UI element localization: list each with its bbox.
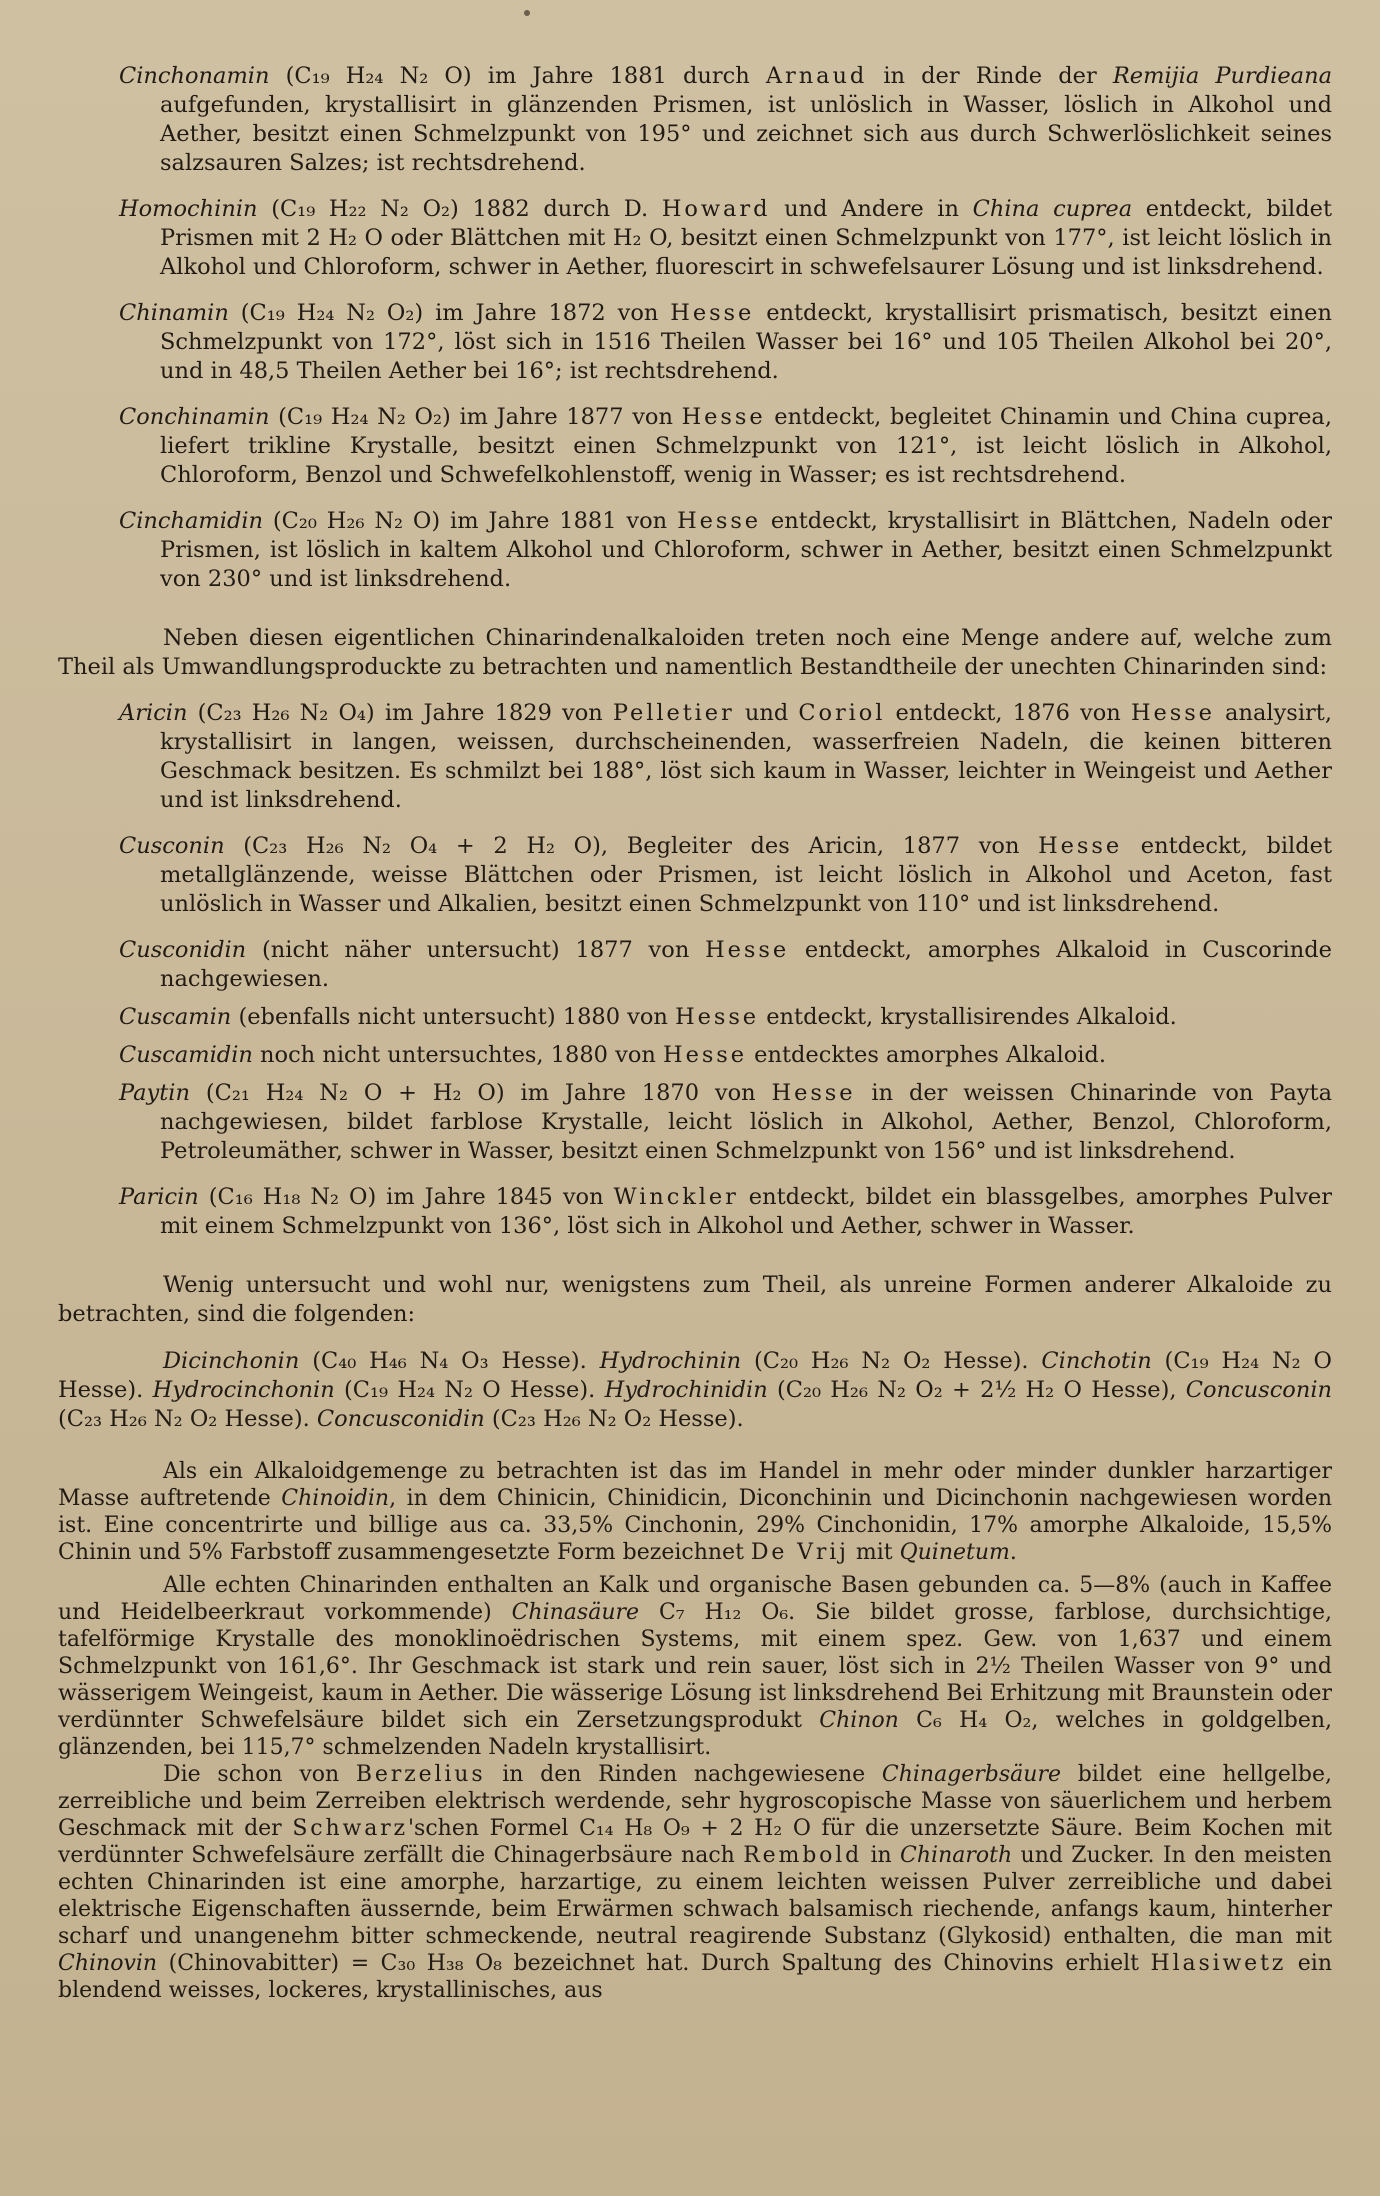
alkaloid-name: Cuscamin: [119, 1004, 232, 1030]
person-name: Berzelius: [355, 1762, 486, 1787]
entry-text: und: [734, 700, 799, 726]
paragraph-text: Die schon von: [163, 1762, 356, 1787]
person-name: Hesse: [681, 404, 766, 430]
person-name: Hesse: [670, 300, 755, 326]
entry-text: entdecktes amorphes Alkaloid.: [747, 1042, 1106, 1068]
substance-name: Chinon: [819, 1708, 899, 1733]
entry-text: entdeckt, begleitet Chinamin und China cuprea, liefert trikline Krystalle, besitzt einen Schmelzpunkt von 121°, ist leicht löslich in Alkohol, Chloroform, Benzol und Schwefelkohlenstoff, wenig in Wasser; es ist rechtsdrehend.: [160, 404, 1332, 488]
alkaloid-name: Cuscamidin: [119, 1042, 253, 1068]
formula: (C₂₃ H₂₆ N₂ O₂ Hesse).: [58, 1406, 317, 1432]
substance-name: Chinasäure: [511, 1600, 640, 1625]
person-name: Arnaud: [765, 63, 868, 89]
entry-text: im Jahre 1872 von: [423, 300, 671, 326]
entry-aricin: [58, 699, 1332, 815]
alkaloid-name: Paytin: [119, 1080, 190, 1106]
alkaloid-name: Conchinamin: [119, 404, 270, 430]
person-name: Pelletier: [612, 700, 735, 726]
alkaloid-name: Hydrocinchonin: [152, 1377, 335, 1403]
entry-text: im Jahre 1881 von: [440, 508, 678, 534]
minor-alkaloid-list: [58, 1347, 1332, 1434]
species-name: China cuprea: [972, 196, 1133, 222]
person-name: Hlasiwetz: [1150, 1951, 1287, 1976]
alkaloid-name: Paricin: [119, 1184, 199, 1210]
entry-text: entdeckt, krystallisirt in Blättchen, Nadeln oder Prismen, ist löslich in kaltem Alkohol und Chloroform, schwer in Aether, besitzt einen Schmelzpunkt von 230° und ist linksdrehend.: [160, 508, 1332, 592]
paragraph-text: ein blendend weisses, lockeres, krystallinisches, aus: [58, 1951, 1332, 2003]
person-name: Hesse: [1038, 833, 1123, 859]
species-name: Remijia Purdieana: [1112, 63, 1332, 89]
formula: (C₂₀ H₂₆ N₂ O₂ Hesse).: [741, 1348, 1042, 1374]
formula: (C₁₉ H₂₄ N₂ O₂): [278, 404, 451, 430]
formula: (C₂₃ H₂₆ N₂ O₄): [197, 700, 375, 726]
formula: (C₂₀ H₂₆ N₂ O₂ + 2½ H₂ O Hesse),: [767, 1377, 1186, 1403]
entry-text: 1882 durch D.: [458, 196, 662, 222]
alkaloid-name: Aricin: [119, 700, 188, 726]
paragraph-text: .: [1009, 1540, 1017, 1565]
alkaloid-name: Cinchotin: [1041, 1348, 1152, 1374]
paragraph-chinoidin: [58, 1458, 1332, 1566]
entry-chinamin: [58, 299, 1332, 386]
entry-text: und Andere in: [770, 196, 973, 222]
paragraph-wenig: Wenig untersucht und wohl nur, wenigstens zum Theil, als unreine Formen anderer Alkaloide zu betrachten, sind die folgenden:: [58, 1272, 1332, 1327]
formula: (C₁₉ H₂₄ N₂ O Hesse).: [58, 1348, 1332, 1403]
substance-name: Chinaroth: [900, 1843, 1013, 1868]
entry-paricin: [58, 1183, 1332, 1241]
person-name: Winckler: [613, 1184, 739, 1210]
formula: (C₂₁ H₂₄ N₂ O + H₂ O): [205, 1080, 505, 1106]
paragraph-text: und Zucker. In den meisten echten Chinarinden ist eine amorphe, harzartige, zu einem leichten weissen Pulver zerreibliche und dabei elektrische Eigenschaften äussernde, beim Erwärmen schwach balsamisch riechende, anfangs kaum, hinterher scharf und unangenehm bitter schmeckende, neutral reagirende Substanz (Glykosid) enthalten, die man mit: [58, 1843, 1332, 1949]
paragraph-text: mit: [848, 1540, 900, 1565]
entry-cuscamin: [58, 1003, 1332, 1032]
alkaloid-name: Dicinchonin: [163, 1348, 300, 1374]
formula: (C₂₃ H₂₆ N₂ O₂ Hesse).: [484, 1406, 744, 1432]
paragraph-text: C₆ H₄ O₂, welches in goldgelben, glänzenden, bei 115,7° schmelzenden Nadeln krystallisirt.: [58, 1708, 1332, 1760]
person-name: Hesse: [677, 508, 762, 534]
person-name: Hesse: [1130, 700, 1215, 726]
entry-text: in der weissen Chinarinde von Payta nachgewiesen, bildet farblose Krystalle, leicht löslich in Alkohol, Aether, Benzol, Chloroform, Petroleumäther, schwer in Wasser, besitzt einen Schmelzpunkt von 156° und ist linksdrehend.: [160, 1080, 1332, 1164]
entry-text: entdeckt, krystallisirendes Alkaloid.: [759, 1004, 1177, 1030]
alkaloid-name: Chinamin: [119, 300, 229, 326]
entry-cinchonamin: [58, 62, 1332, 178]
alkaloid-name: Concusconidin: [316, 1406, 485, 1432]
alkaloid-name: Homochinin: [119, 196, 258, 222]
entry-text: im Jahre 1877 von: [450, 404, 682, 430]
paragraph-text: C₇ H₁₂ O₆. Sie bildet grosse, farblose, durchsichtige, tafelförmige Krystalle des monoklinoëdrischen Systems, mit einem spez. Gew. von 1,637 und einem Schmelzpunkt von 161,6°. Ihr Geschmack ist stark und rein sauer, löst sich in 2½ Theilen Wasser von 9° und wässerigem Weingeist, kaum in Aether. Die wässerige Lösung ist linksdrehend Bei Erhitzung mit Braunstein oder verdünnter Schwefelsäure bildet sich ein Zersetzungsprodukt: [58, 1600, 1332, 1733]
person-name: Hesse: [663, 1042, 748, 1068]
paragraph-text: in: [862, 1843, 901, 1868]
formula: (C₁₉ H₂₄ N₂ O₂): [240, 300, 424, 326]
paragraph-text: (Chinovabitter) = C₃₀ H₃₈ O₈ bezeichnet hat. Durch Spaltung des Chinovins erhielt: [157, 1951, 1151, 1976]
paragraph-text: , in dem Chinicin, Chinidicin, Diconchinin und Dicinchonin nachgewiesen worden ist. Eine concentrirte und billige aus ca. 33,5% Cinchonin, 29% Cinchonidin, 17% amorphe Alkaloide, 15,5% Chinin und 5% Farbstoff zusammengesetzte Form bezeichnet: [58, 1486, 1332, 1565]
paragraph-neben: Neben diesen eigentlichen Chinarindenalkaloiden treten noch eine Menge andere auf, welche zum Theil als Umwandlungsproduckte zu betrachten und namentlich Bestandtheile der unechten Chinarinden sind:: [58, 625, 1332, 680]
person-name: Coriol: [798, 700, 886, 726]
entry-cusconin: [58, 832, 1332, 919]
entry-text: im Jahre 1881 durch: [471, 63, 766, 89]
entry-text: entdeckt, krystallisirt prismatisch, besitzt einen Schmelzpunkt von 172°, löst sich in 1516 Theilen Wasser bei 16° und 105 Theilen Alkohol bei 20°, und in 48,5 Theilen Aether bei 16°; ist rechtsdrehend.: [160, 300, 1332, 384]
paragraph-text: Alle echten Chinarinden enthalten an Kalk und organische Basen gebunden ca. 5—8% (auch in Kaffee und Heidelbeerkraut vorkommende): [58, 1573, 1332, 1625]
entry-cuscamidin: [58, 1041, 1332, 1070]
substance-name: Chinagerbsäure: [881, 1762, 1061, 1787]
alkaloid-name: Hydrochinin: [599, 1348, 742, 1374]
person-name: De Vrij: [750, 1540, 849, 1565]
alkaloid-name: Concusconin: [1185, 1377, 1333, 1403]
entry-text: analysirt, krystallisirt in langen, weissen, durchscheinenden, wasserfreien Nadeln, die keinen bitteren Geschmack besitzen. Es schmilzt bei 188°, löst sich kaum in Wasser, leichter in Weingeist und Aether und ist linksdrehend.: [160, 700, 1332, 813]
person-name: Schwarz: [292, 1816, 408, 1841]
alkaloid-name: Cusconidin: [119, 937, 247, 963]
entry-text: aufgefunden, krystallisirt in glänzenden Prismen, ist unlöslich in Wasser, löslich in Alkohol und Aether, besitzt einen Schmelzpunkt von 195° und zeichnet sich aus durch Schwerlöslichkeit seines salzsauren Salzes; ist rechtsdrehend.: [160, 92, 1332, 176]
formula: (C₁₉ H₂₄ N₂ O): [285, 63, 472, 89]
person-name: Howard: [661, 196, 771, 222]
alkaloid-name: Cusconin: [119, 833, 225, 859]
paragraph-text: 'schen Formel C₁₄ H₈ O₉ + 2 H₂ O für die unzersetzte Säure. Beim Kochen mit verdünnter Schwefelsäure zerfällt die Chinagerbsäure nach: [58, 1816, 1333, 1868]
entry-cusconidin: [58, 936, 1332, 994]
paragraph-chinasaeure: [58, 1572, 1332, 1761]
entry-text: im Jahre 1870 von: [504, 1080, 772, 1106]
formula: (C₁₉ H₂₂ N₂ O₂): [271, 196, 459, 222]
entry-cinchamidin: [58, 507, 1332, 594]
entry-text: Begleiter des Aricin, 1877 von: [608, 833, 1039, 859]
alkaloid-name: Cinchamidin: [119, 508, 264, 534]
entry-text: (nicht näher untersucht) 1877 von: [246, 937, 706, 963]
entry-homochinin: [58, 195, 1332, 282]
entry-text: entdeckt, amorphes Alkaloid in Cuscorinde nachgewiesen.: [160, 937, 1332, 992]
formula: (C₂₃ H₂₆ N₂ O₄ + 2 H₂ O),: [243, 833, 609, 859]
entry-text: entdeckt, bildet Prismen mit 2 H₂ O oder Blättchen mit H₂ O, besitzt einen Schmelzpunkt von 177°, ist leicht löslich in Alkohol und Chloroform, schwer in Aether, fluorescirt in schwefelsaurer Lösung und ist linksdrehend.: [160, 196, 1332, 280]
paragraph-chinagerbsaeure: [58, 1761, 1332, 2004]
person-name: Hesse: [675, 1004, 760, 1030]
page-speck: [524, 10, 530, 16]
entry-text: im Jahre 1845 von: [376, 1184, 614, 1210]
formula: (C₁₆ H₁₈ N₂ O): [208, 1184, 377, 1210]
formula: (C₄₀ H₄₆ N₄ O₃ Hesse).: [299, 1348, 600, 1374]
paragraph-text: Als ein Alkaloidgemenge zu betrachten ist das im Handel in mehr oder minder dunkler harzartiger Masse auftretende: [58, 1459, 1332, 1511]
formula: (C₁₉ H₂₄ N₂ O Hesse).: [334, 1377, 605, 1403]
substance-name: Chinovin: [58, 1951, 158, 1976]
entry-text: noch nicht untersuchtes, 1880 von: [252, 1042, 664, 1068]
alkaloid-name: Hydrochinidin: [604, 1377, 768, 1403]
person-name: Hesse: [705, 937, 790, 963]
substance-name: Chinoidin: [281, 1486, 390, 1511]
entry-paytin: [58, 1079, 1332, 1166]
entry-text: entdeckt, bildet metallglänzende, weisse Blättchen oder Prismen, ist leicht löslich in Alkohol und Aceton, fast unlöslich in Wasser und Alkalien, besitzt einen Schmelzpunkt von 110° und ist linksdrehend.: [160, 833, 1333, 917]
substance-name: Quinetum: [899, 1540, 1010, 1565]
entry-text: (ebenfalls nicht untersucht) 1880 von: [231, 1004, 676, 1030]
person-name: Hesse: [771, 1080, 856, 1106]
paragraph-text: bildet eine hellgelbe, zerreibliche und beim Zerreiben elektrisch werdende, sehr hygroscopische Masse von säuerlichem und herbem Geschmack mit der: [58, 1762, 1332, 1841]
alkaloid-name: Cinchonamin: [119, 63, 270, 89]
entry-conchinamin: [58, 403, 1332, 490]
person-name: Rembold: [743, 1843, 863, 1868]
entry-text: im Jahre 1829 von: [374, 700, 613, 726]
paragraph-text: in den Rinden nachgewiesene: [485, 1762, 882, 1787]
entry-text: in der Rinde der: [867, 63, 1113, 89]
entry-text: entdeckt, 1876 von: [885, 700, 1131, 726]
formula: (C₂₀ H₂₆ N₂ O): [272, 508, 441, 534]
entry-text: entdeckt, bildet ein blassgelbes, amorphes Pulver mit einem Schmelzpunkt von 136°, löst sich in Alkohol und Aether, schwer in Wasser.: [160, 1184, 1332, 1239]
